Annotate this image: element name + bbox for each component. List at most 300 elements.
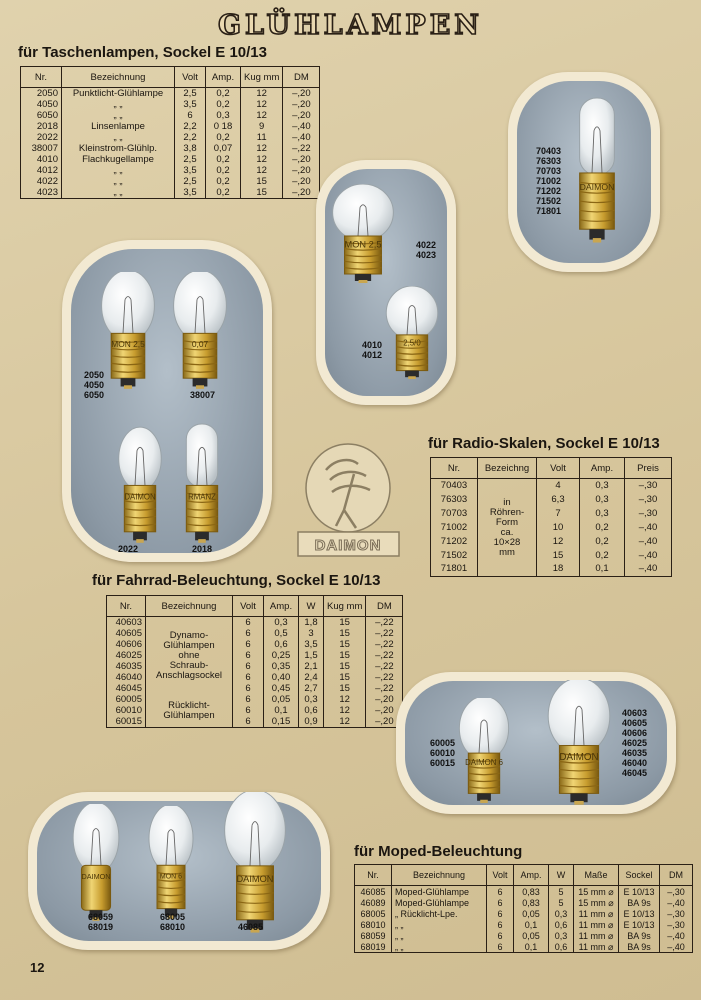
table-cell: 0,2 [206,176,241,187]
lamp-bulb-icon [112,422,168,544]
table-cell: 0,3 [580,493,625,507]
table-cell: 3 [299,628,324,639]
description-line: Rücklicht- [168,699,210,711]
table-cell: 0,15 [264,716,299,728]
lamp-bulb-icon [98,272,158,390]
table-row [107,617,403,629]
table-cell: E 10/13 [619,886,660,898]
lamp-bulb-icon [330,184,396,284]
table-cell: –,40 [283,121,320,132]
bulb-print-text: DAIMON [579,181,615,192]
table-cell: 0,3 [264,617,299,629]
col-header: Nr. [355,865,392,886]
table-cell: –,30 [660,886,693,898]
table-cell: –,20 [366,716,403,728]
table-cell: 40605 [107,628,146,639]
table-cell: 60015 [107,716,146,728]
table-cell: 0,40 [264,672,299,683]
table-cell: –,20 [283,154,320,165]
table-cell: 11 mm ⌀ [574,941,619,953]
table-cell: 46040 [107,672,146,683]
table-cell: 0,3 [206,110,241,121]
page-title: GLÜHLAMPEN [217,10,483,41]
table-cell: 3,5 [299,639,324,650]
table-cell: –,22 [366,628,403,639]
col-header: Volt [487,865,514,886]
table-cell: 0,6 [549,919,574,930]
table-cell: 3,8 [175,143,206,154]
table-cell: 4 [537,479,580,493]
description-line: Glühlampen [163,709,215,721]
bulb-print-text: DAIMON [236,874,274,885]
table-cell: 15 [537,549,580,563]
label-68005-68010: 68005 68010 [160,912,186,932]
col-header: Volt [175,67,206,88]
col-header: Amp. [206,67,241,88]
col-header: Maße [574,865,619,886]
table-cell: 40603 [107,617,146,629]
table-cell: 12 [241,154,283,165]
table-cell: –,30 [625,507,672,521]
description-line: 10×28 [493,536,521,548]
label-2018: 2018 [192,544,213,554]
col-header: DM [283,67,320,88]
table-cell: 71502 [431,549,478,563]
page-number: 12 [30,960,45,975]
table-cell: 9 [241,121,283,132]
table-cell: –,20 [283,176,320,187]
table-cell: 0,2 [580,549,625,563]
table-cell: –,30 [660,908,693,919]
label-38007: 38007 [190,390,216,400]
table-cell: 0,05 [264,694,299,705]
table-cell: –,20 [283,165,320,176]
table-cell: 6 [233,628,264,639]
table-cell: „ „ [62,132,175,143]
table-cell: 5 [549,886,574,898]
table-cell: 6 [487,908,514,919]
table-cell: 0,1 [514,941,549,953]
description-line: Schraub- [169,659,209,671]
table-cell: 2,5 [175,88,206,100]
table-cell: 12 [324,716,366,728]
table-cell: 0,07 [206,143,241,154]
table-cell: 6 [233,683,264,694]
table-cell: 6 [487,930,514,941]
table-cell: 6 [233,650,264,661]
table-row [431,549,672,563]
table-cell: –,22 [366,661,403,672]
table-cell: 2,1 [299,661,324,672]
table-cell: 0,5 [264,628,299,639]
lamp-bulb-icon [222,792,288,934]
table-taschenlampen [20,66,320,199]
col-header: DM [366,596,403,617]
table-cell: 12 [324,705,366,716]
description-line: ca. [500,526,514,538]
table-cell: 0,05 [514,908,549,919]
bulb-print-text: DAIMON [559,751,599,763]
table-cell: 4023 [21,187,62,199]
table-cell: Flachkugellampe [62,154,175,165]
description-line: Dynamo- [169,629,209,641]
table-cell: 15 [324,650,366,661]
table-cell: „ „ [62,176,175,187]
table-cell: 12 [241,143,283,154]
label-4010-4012: 4010 4012 [362,340,383,360]
table-cell: Linsenlampe [62,121,175,132]
table-row [431,479,672,493]
lamp-bulb-icon [456,698,512,804]
table-radio-skalen [430,457,672,577]
label-60005-60010-60015: 60005 60010 60015 [430,738,456,768]
col-header: Nr. [21,67,62,88]
table-cell: 70703 [431,507,478,521]
description-line: Anschlagsockel [155,669,222,681]
table-cell: –,40 [283,132,320,143]
table-cell: 68059 [355,930,392,941]
table-cell: 6 [233,705,264,716]
col-header: Preis [625,458,672,479]
table-cell: 3,5 [175,99,206,110]
table-cell: „ „ [62,165,175,176]
table-cell: 2018 [21,121,62,132]
table-cell: 46085 [355,886,392,898]
lamp-bulb-icon [170,272,230,390]
table-cell: Kleinstrom-Glühlp. [62,143,175,154]
table-cell: 3,5 [175,165,206,176]
table-cell: „ Rücklicht-Lpe. [392,908,487,919]
table-cell: 0,35 [264,661,299,672]
table-cell: 68005 [355,908,392,919]
label-2050-4050-6050: 2050 4050 6050 [84,370,105,400]
col-header: DM [660,865,693,886]
table-cell: 68010 [355,919,392,930]
logo-text: DAIMON [314,537,382,554]
table-cell: 6 [233,672,264,683]
table-cell: 46045 [107,683,146,694]
col-header: Bezeichnung [62,67,175,88]
table-cell: 76303 [431,493,478,507]
heading-fahrrad: für Fahrrad-Beleuchtung, Sockel E 10/13 [92,572,381,589]
table-cell: 71202 [431,535,478,549]
table-cell: „ „ [392,919,487,930]
col-header: Nr. [107,596,146,617]
table-cell: 11 [241,132,283,143]
table-row [355,886,693,898]
table-cell: 4010 [21,154,62,165]
table-cell: 2,5 [175,176,206,187]
lamp-bulb-icon [70,804,122,922]
label-2022: 2022 [118,544,139,554]
lamp-bulb-icon [566,96,628,244]
table-cell: 15 [324,639,366,650]
col-header: W [549,865,574,886]
lamp-bulb-icon [384,286,440,380]
table-cell: Moped-Glühlampe [392,886,487,898]
table-cell: 12 [241,99,283,110]
table-cell: 3,5 [175,187,206,199]
table-cell: 0,2 [206,132,241,143]
table-cell: 68019 [355,941,392,953]
table-cell: –,20 [366,705,403,716]
table-cell: 0,83 [514,897,549,908]
table-row [21,154,320,165]
table-cell: 6 [233,716,264,728]
table-cell: 46089 [355,897,392,908]
table-cell: 15 [324,683,366,694]
table-cell: –,40 [625,521,672,535]
table-cell: 4022 [21,176,62,187]
table-cell: –,20 [283,187,320,199]
col-header: Volt [537,458,580,479]
fahrrad-description-cell [146,617,233,695]
table-cell: 0,45 [264,683,299,694]
table-cell: 1,5 [299,650,324,661]
table-cell: 11 mm ⌀ [574,908,619,919]
col-header: Kug mm [241,67,283,88]
label-4022-4023: 4022 4023 [416,240,437,260]
table-cell: 6 [487,919,514,930]
table-row [21,132,320,143]
col-header: Sockel [619,865,660,886]
table-cell: 12 [537,535,580,549]
table-cell: „ „ [62,99,175,110]
table-cell: 40606 [107,639,146,650]
table-cell: BA 9s [619,941,660,953]
table-cell: 12 [241,165,283,176]
table-cell: –,20 [283,110,320,121]
table-cell: 60005 [107,694,146,705]
table-cell: –,40 [625,563,672,577]
description-line: in [503,496,511,508]
table-cell: –,22 [366,650,403,661]
table-cell: 15 mm ⌀ [574,886,619,898]
table-row [107,694,403,705]
table-cell: 0,3 [549,908,574,919]
col-header: Amp. [514,865,549,886]
table-cell: –,40 [660,897,693,908]
bulb-print-text: MON 2,5 [344,239,382,250]
table-cell: 0,3 [580,479,625,493]
table-cell: 6 [487,941,514,953]
table-cell: 0,83 [514,886,549,898]
table-cell: –,22 [366,672,403,683]
heading-radio-skalen: für Radio-Skalen, Sockel E 10/13 [428,435,660,452]
bulb-print-text: DAIMON 6 [465,758,503,768]
table-cell: 11 mm ⌀ [574,930,619,941]
table-cell: 0,3 [580,507,625,521]
col-header: Volt [233,596,264,617]
table-cell: 0,2 [206,187,241,199]
table-row [431,535,672,549]
table-cell: –,30 [625,493,672,507]
description-line: Form [495,516,519,528]
table-cell: 0,6 [264,639,299,650]
table-cell: 15 [324,628,366,639]
table-cell: 71002 [431,521,478,535]
table-cell: Punktlicht-Glühlampe [62,88,175,100]
table-row [21,165,320,176]
col-header: Bezeichnung [146,596,233,617]
table-row [21,99,320,110]
table-cell: –,30 [660,919,693,930]
table-cell: –,22 [366,639,403,650]
table-cell: 0,2 [206,154,241,165]
table-row [21,121,320,132]
col-header: Nr. [431,458,478,479]
table-row [21,187,320,199]
daimon-logo [296,440,401,565]
table-moped [354,864,693,953]
table-cell: 0,05 [514,930,549,941]
table-cell: 6,3 [537,493,580,507]
table-cell: 0,2 [206,99,241,110]
col-header: Kug mm [324,596,366,617]
table-cell: 0,25 [264,650,299,661]
table-row [431,521,672,535]
table-cell: –,22 [366,617,403,629]
table-cell: 0,2 [206,165,241,176]
table-cell: 0,3 [299,694,324,705]
table-cell: 71801 [431,563,478,577]
table-row [21,176,320,187]
table-cell: 15 [324,672,366,683]
table-fahrrad [106,595,403,728]
table-cell: 6 [233,661,264,672]
table-row [431,493,672,507]
table-cell: 2022 [21,132,62,143]
table-cell: 6050 [21,110,62,121]
table-cell: 15 [241,176,283,187]
radio-description-cell [478,479,537,577]
col-header: Bezeichnung [392,865,487,886]
table-cell: 6 [233,617,264,629]
lamp-bulb-icon [544,680,614,806]
table-cell: –,20 [283,99,320,110]
table-cell: 38007 [21,143,62,154]
table-cell: 2050 [21,88,62,100]
table-cell: 6 [487,897,514,908]
label-46085: 46085 [238,922,264,932]
table-cell: –,40 [660,930,693,941]
table-cell: 0,2 [206,88,241,100]
bulb-print-text: MON 2,5 [111,338,145,349]
table-cell: „ „ [392,941,487,953]
label-radio-numbers: 70403 76303 70703 71002 71202 71502 71801 [536,146,562,216]
table-cell: –,20 [283,88,320,100]
table-row [431,507,672,521]
table-cell: 2,2 [175,132,206,143]
table-cell: –,22 [366,683,403,694]
table-cell: 15 [324,617,366,629]
heading-taschenlampen: für Taschenlampen, Sockel E 10/13 [18,44,267,61]
table-row [21,143,320,154]
table-cell: 6 [175,110,206,121]
description-line: Röhren- [489,506,525,518]
fahrrad-description-cell [146,694,233,728]
table-cell: „ „ [62,110,175,121]
table-cell: 0,2 [580,521,625,535]
table-row [21,88,320,100]
table-cell: 0,1 [264,705,299,716]
table-row [21,110,320,121]
table-cell: „ „ [62,187,175,199]
table-cell: 12 [241,110,283,121]
table-cell: 18 [537,563,580,577]
label-fahrrad-numbers: 40603 40605 40606 46025 46035 46040 46045 [622,708,648,778]
lamp-bulb-icon [146,806,196,920]
table-cell: 7 [537,507,580,521]
bulb-print-text: RMANZ [188,492,216,502]
table-cell: –,40 [625,549,672,563]
table-cell: 2,7 [299,683,324,694]
table-cell: 0,3 [549,930,574,941]
bulb-print-text: 2,5/0 [403,338,421,348]
table-cell: 15 [324,661,366,672]
table-cell: 6 [233,694,264,705]
table-cell: 1,8 [299,617,324,629]
col-header: Amp. [580,458,625,479]
table-cell: –,22 [283,143,320,154]
table-cell: 46035 [107,661,146,672]
table-cell: 0,6 [549,941,574,953]
col-header: Bezeichng [478,458,537,479]
table-cell: BA 9s [619,930,660,941]
table-cell: 2,5 [175,154,206,165]
table-cell: 11 mm ⌀ [574,919,619,930]
bulb-print-text: MON 6 [159,873,183,881]
table-cell: BA 9s [619,897,660,908]
table-cell: 6 [487,886,514,898]
table-cell: 10 [537,521,580,535]
table-cell: –,40 [660,941,693,953]
table-cell: 2,4 [299,672,324,683]
table-cell: 0,2 [580,535,625,549]
table-cell: 0,9 [299,716,324,728]
table-cell: 46025 [107,650,146,661]
table-cell: 15 [241,187,283,199]
table-row [355,930,693,941]
table-cell: 0,6 [299,705,324,716]
lamp-bulb-icon [174,422,230,544]
description-line: Glühlampen [163,639,215,651]
table-cell: 5 [549,897,574,908]
table-cell: 0,1 [580,563,625,577]
label-68059-68019: 68059 68019 [88,912,114,932]
description-line: mm [499,546,515,558]
table-cell: Moped-Glühlampe [392,897,487,908]
heading-moped: für Moped-Beleuchtung [354,843,523,860]
table-cell: 0,1 [514,919,549,930]
bulb-print-text: DAIMON [81,871,111,881]
table-cell: 70403 [431,479,478,493]
bulb-print-text: 0,07 [191,338,209,349]
table-row [355,897,693,908]
col-header: W [299,596,324,617]
table-cell: „ „ [392,930,487,941]
table-cell: 0 18 [206,121,241,132]
table-cell: E 10/13 [619,919,660,930]
table-cell: –,30 [625,479,672,493]
table-row [431,563,672,577]
description-line: ohne [178,649,200,661]
table-cell: 15 mm ⌀ [574,897,619,908]
col-header: Amp. [264,596,299,617]
table-row [355,919,693,930]
table-cell: 12 [241,88,283,100]
table-row [355,941,693,953]
